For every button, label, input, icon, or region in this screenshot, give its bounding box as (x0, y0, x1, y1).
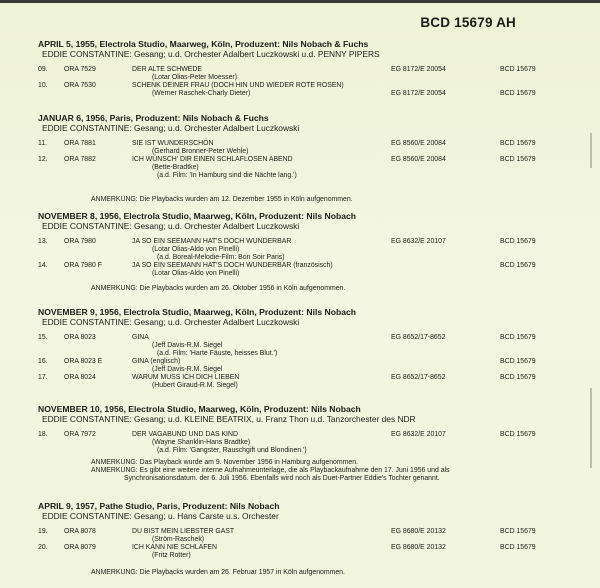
film-note: (a.d. Film: 'In Hamburg sind die Nächte lang.') (157, 172, 297, 179)
matrix-number: ORA 8024 (64, 374, 96, 381)
matrix-number: ORA 7882 (64, 156, 96, 163)
track-title: DER VAGABUND UND DAS KIND (132, 431, 238, 438)
release-number: EG 8172/E 20054 (391, 66, 446, 73)
film-note: (a.d. Boreal-Melodie-Film: Bon Soir Paris) (157, 254, 285, 261)
cd-number: BCD 15679 (500, 358, 536, 365)
matrix-number: ORA 7980 (64, 238, 96, 245)
matrix-number: ORA 8078 (64, 528, 96, 535)
cd-number: BCD 15679 (500, 140, 536, 147)
release-number: EG 8680/E 20132 (391, 544, 446, 551)
matrix-number: ORA 8079 (64, 544, 96, 551)
matrix-number: ORA 7530 (64, 82, 96, 89)
session-personnel: EDDIE CONSTANTINE: Gesang; u.d. Orchester Adalbert Luczkowski u.d. PENNY PIPERS (42, 49, 380, 59)
session-heading: NOVEMBER 10, 1956, Electrola Studio, Maarweg, Köln, Produzent: Nils Nobach (38, 404, 361, 414)
matrix-number: ORA 8023 (64, 334, 96, 341)
release-number: EG 8652/17-8652 (391, 374, 446, 381)
session-note: ANMERKUNG: Es gibt eine weitere interne Aufnahmeunterlage, die als Playbackaufnahme den 17. Juni 1956 und als (91, 467, 450, 474)
track-number: 18. (38, 431, 48, 438)
track-credits: (Wayne Shanklin-Hans Bradtke) (152, 439, 251, 446)
track-title: WARUM MUSS ICH DICH LIEBEN (132, 374, 240, 381)
cd-number: BCD 15679 (500, 528, 536, 535)
release-number: EG 8560/E 20084 (391, 156, 446, 163)
track-title: ICH KANN NIE SCHLAFEN (132, 544, 217, 551)
track-number: 20. (38, 544, 48, 551)
track-title: SCHENK DEINER FRAU (DOCH HIN UND WIEDER ROTE ROSEN) (132, 82, 344, 89)
release-number: EG 8680/E 20132 (391, 528, 446, 535)
session-personnel: EDDIE CONSTANTINE: Gesang; u.d. Orchester Adalbert Luczkowski (42, 123, 300, 133)
track-number: 09. (38, 66, 48, 73)
track-number: 15. (38, 334, 48, 341)
track-credits: (Jeff Davis-R.M. Siegel (152, 342, 223, 349)
track-title: GINA (englisch) (132, 358, 181, 365)
track-credits: (Ström-Raschek) (152, 536, 205, 543)
track-number: 11. (38, 140, 48, 147)
cd-number: BCD 15679 (500, 262, 536, 269)
release-number: EG 8632/E 20107 (391, 431, 446, 438)
track-title: JA SO EIN SEEMANN HAT'S DOCH WUNDERBAR (132, 238, 292, 245)
cd-number: BCD 15679 (500, 334, 536, 341)
cd-number: BCD 15679 (500, 156, 536, 163)
release-number: EG 8652/17-8652 (391, 334, 446, 341)
session-personnel: EDDIE CONSTANTINE: Gesang; u.d. Orchester Adalbert Luczkowski (42, 317, 300, 327)
track-number: 14. (38, 262, 48, 269)
session-heading: NOVEMBER 8, 1956, Electrola Studio, Maarweg, Köln, Produzent: Nils Nobach (38, 211, 357, 221)
session-heading: APRIL 9, 1957, Pathe Studio, Paris, Produzent: Nils Nobach (38, 501, 280, 511)
release-number: EG 8172/E 20054 (391, 90, 446, 97)
page-edge-shadow (590, 388, 592, 468)
session-heading: APRIL 5, 1955, Electrola Studio, Maarweg, Köln, Produzent: Nils Nobach & Fuchs (38, 39, 369, 49)
track-title: DER ALTE SCHWEDE (132, 66, 202, 73)
cd-number: BCD 15679 (500, 66, 536, 73)
track-credits: (Gerhard Bronner-Peter Wehle) (152, 148, 249, 155)
track-credits: (Bette-Bradtke) (152, 164, 199, 171)
cd-number: BCD 15679 (500, 90, 536, 97)
track-credits: (Lotar Olias-Aldo von Pinelli) (152, 270, 240, 277)
cd-number: BCD 15679 (500, 238, 536, 245)
track-number: 12. (38, 156, 48, 163)
matrix-number: ORA 8023 E (64, 358, 103, 365)
cd-number: BCD 15679 (500, 374, 536, 381)
track-number: 16. (38, 358, 48, 365)
film-note: (a.d. Film: 'Harte Fäuste, heisses Blut.') (157, 350, 278, 357)
release-number: EG 8560/E 20084 (391, 140, 446, 147)
release-number: EG 8632/E 20107 (391, 238, 446, 245)
track-credits: (Lotar Olias-Aldo von Pinelli) (152, 246, 240, 253)
session-heading: JANUAR 6, 1956, Paris, Produzent: Nils Nobach & Fuchs (38, 113, 269, 123)
track-number: 13. (38, 238, 48, 245)
catalog-id: BCD 15679 AH (420, 15, 516, 30)
matrix-number: ORA 7980 F (64, 262, 102, 269)
session-personnel: EDDIE CONSTANTINE: Gesang; u. Hans Carste u.s. Orchester (42, 511, 279, 521)
cd-number: BCD 15679 (500, 544, 536, 551)
session-personnel: EDDIE CONSTANTINE: Gesang; u.d. KLEINE BEATRIX, u. Franz Thon u.d. Tanzorchester des NDR (42, 414, 416, 424)
track-credits: (Lotar Olias-Peter Moesser) (152, 74, 238, 81)
track-number: 19. (38, 528, 48, 535)
film-note: (a.d. Film: 'Gangster, Rauschgift und Blondinen.') (157, 447, 307, 454)
page-edge-shadow (590, 133, 592, 168)
matrix-number: ORA 7972 (64, 431, 96, 438)
track-title: GINA (132, 334, 149, 341)
track-title: SIE IST WUNDERSCHÖN (132, 140, 214, 147)
session-note: ANMERKUNG: Die Playbacks wurden am 12. Dezember 1955 in Köln aufgenommen. (91, 196, 353, 203)
track-number: 10. (38, 82, 48, 89)
session-heading: NOVEMBER 9, 1956, Electrola Studio, Maarweg, Köln, Produzent: Nils Nobach (38, 307, 357, 317)
matrix-number: ORA 7881 (64, 140, 96, 147)
track-credits: (Jeff Davis-R.M. Siegel (152, 366, 223, 373)
session-personnel: EDDIE CONSTANTINE: Gesang; u.d. Orchester Adalbert Luczkowski (42, 221, 300, 231)
session-note: ANMERKUNG: Die Playbacks wurden am 26. Februar 1957 in Köln aufgenommen. (91, 569, 345, 576)
session-note: ANMERKUNG: Das Playback wurde am 9. November 1956 in Hamburg aufgenommen. (91, 459, 358, 466)
booklet-page (0, 3, 600, 588)
cd-number: BCD 15679 (500, 431, 536, 438)
track-credits: (Hubert Giraud-R.M. Siegel) (152, 382, 238, 389)
session-note-continued: Synchronisationsdatum. der 6. Juli 1956. Ebenfalls wird noch als Duet-Partner Eddie's Tochter genannt. (124, 475, 440, 482)
track-credits: (Fritz Rotter) (152, 552, 191, 559)
session-note: ANMERKUNG: Die Playbacks wurden am 26. Oktober 1956 in Köln aufgenommen. (91, 285, 346, 292)
track-title: ICH WÜNSCH' DIR EINEN SCHLAFLOSEN ABEND (132, 156, 293, 163)
track-credits: (Werner Raschek-Charly Dieter) (152, 90, 251, 97)
track-title: DU BIST MEIN LIEBSTER GAST (132, 528, 235, 535)
matrix-number: ORA 7529 (64, 66, 96, 73)
track-number: 17. (38, 374, 48, 381)
track-title: JA SO EIN SEEMANN HAT'S DOCH WUNDERBAR (französisch) (132, 262, 333, 269)
